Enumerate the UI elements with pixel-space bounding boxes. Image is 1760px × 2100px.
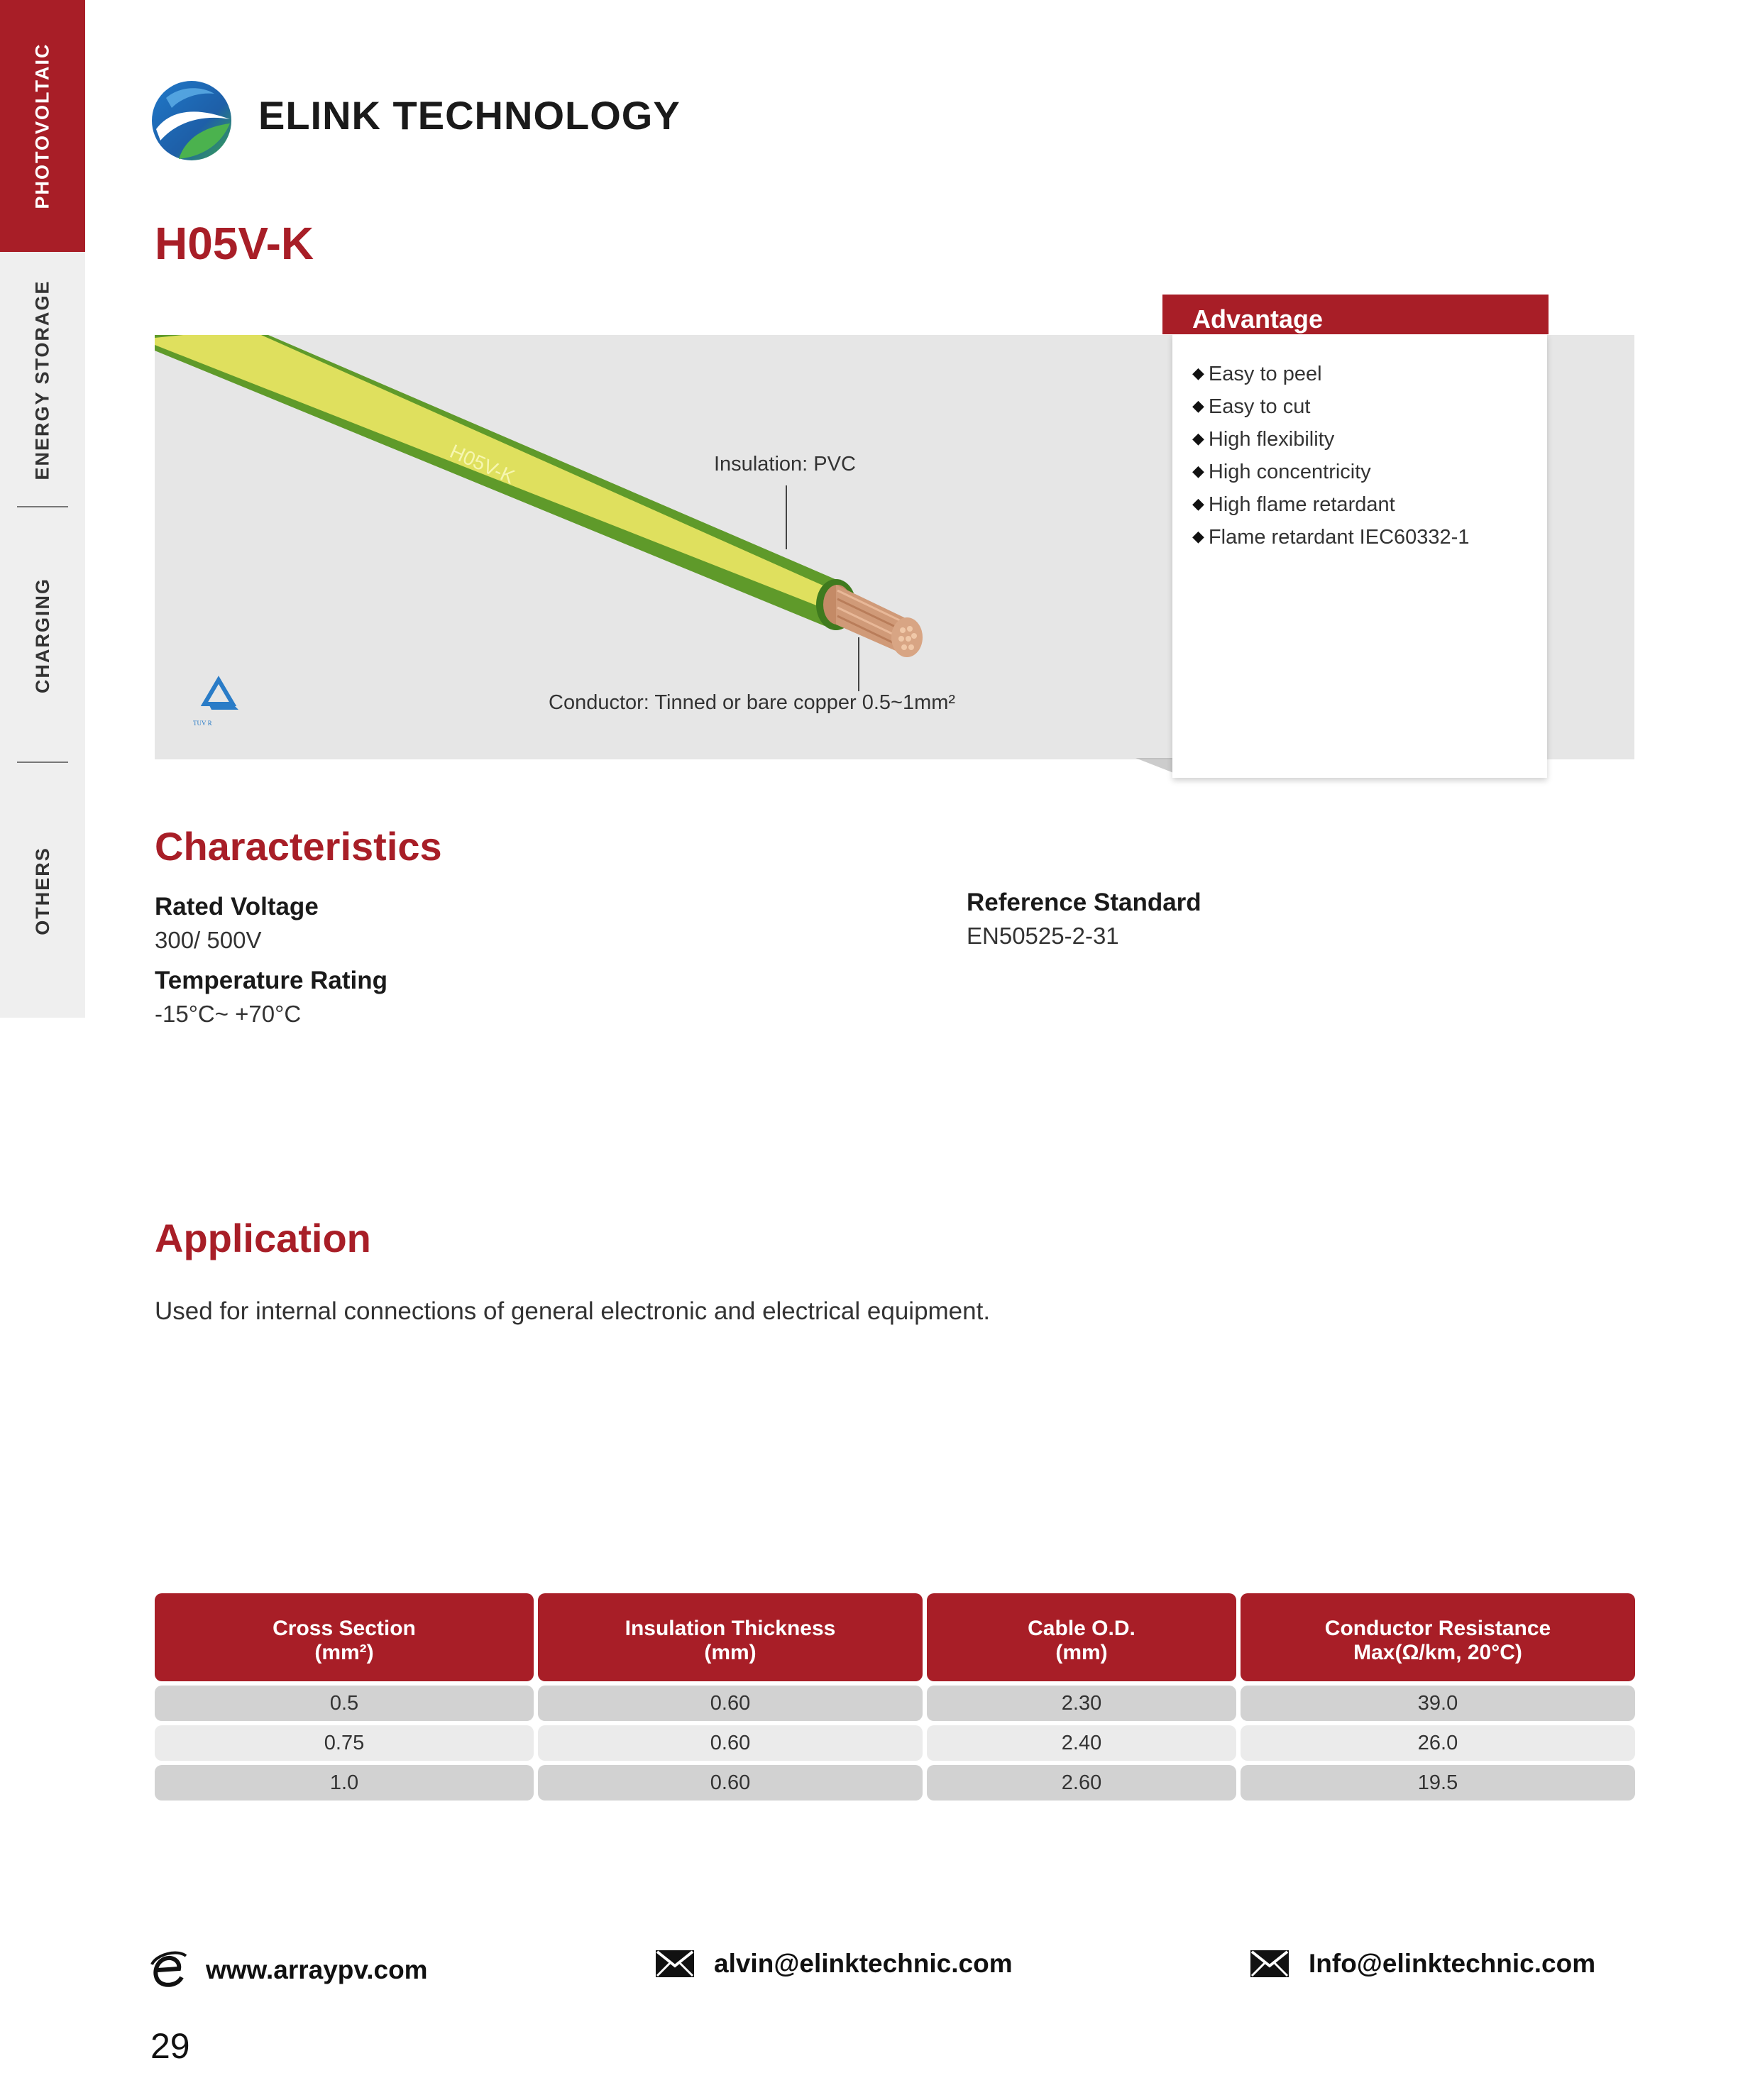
characteristics-heading: Characteristics — [155, 824, 442, 869]
tuv-certification-icon — [193, 680, 238, 727]
insulation-callout: Insulation: PVC — [714, 453, 856, 475]
sidebar-tab-label: ENERGY STORAGE — [31, 279, 53, 480]
sidebar-tab-label: PHOTOVOLTAIC — [31, 43, 53, 209]
list-item: ◆ High flame retardant — [1192, 490, 1469, 522]
reference-standard-value: EN50525-2-31 — [967, 923, 1119, 949]
table-cell: 2.30 — [927, 1686, 1236, 1721]
table-cell: 0.60 — [538, 1725, 923, 1761]
sidebar-tab-label: CHARGING — [31, 577, 53, 693]
envelope-icon — [1249, 1949, 1290, 1979]
product-title: H05V-K — [155, 218, 314, 269]
table-row — [155, 1686, 1637, 1721]
card-fold-shadow — [1135, 752, 1178, 774]
internet-e-icon — [149, 1949, 187, 1991]
table-header-cell: Cross Section (mm²) — [155, 1593, 534, 1681]
reference-standard-label: Reference Standard — [967, 889, 1201, 916]
table-header-row — [155, 1593, 1637, 1681]
rated-voltage-value: 300/ 500V — [155, 927, 262, 953]
diamond-bullet-icon: ◆ — [1192, 364, 1204, 382]
table-header-cell: Insulation Thickness (mm) — [538, 1593, 923, 1681]
table-header-cell: Conductor Resistance Max(Ω/km, 20°C) — [1241, 1593, 1635, 1681]
table-row — [155, 1725, 1637, 1761]
advantage-list — [1192, 359, 1469, 555]
sidebar-tab-charging[interactable] — [0, 518, 85, 752]
temperature-label: Temperature Rating — [155, 967, 388, 994]
envelope-icon — [654, 1949, 695, 1979]
table-cell: 0.5 — [155, 1686, 534, 1721]
table-row — [155, 1765, 1637, 1801]
table-cell: 0.60 — [538, 1686, 923, 1721]
sidebar-tab-label: OTHERS — [31, 846, 53, 935]
table-cell: 0.75 — [155, 1725, 534, 1761]
diamond-bullet-icon: ◆ — [1192, 495, 1204, 512]
table-cell: 2.40 — [927, 1725, 1236, 1761]
website-text: www.arraypv.com — [206, 1955, 428, 1984]
sidebar-tab-energy-storage[interactable] — [0, 264, 85, 495]
table-cell: 0.60 — [538, 1765, 923, 1801]
diamond-bullet-icon: ◆ — [1192, 397, 1204, 414]
table-cell: 26.0 — [1241, 1725, 1635, 1761]
sidebar-tab-photovoltaic[interactable] — [0, 0, 85, 252]
cable-print-text: H05V-K — [446, 440, 519, 488]
temperature-value: -15°C~ +70°C — [155, 1001, 302, 1027]
list-item: ◆ High concentricity — [1192, 457, 1469, 490]
table-cell: 19.5 — [1241, 1765, 1635, 1801]
email-link-alvin[interactable] — [654, 1949, 1013, 1979]
sidebar-divider — [17, 506, 68, 507]
table-header-cell: Cable O.D. (mm) — [927, 1593, 1236, 1681]
conductor-callout: Conductor: Tinned or bare copper 0.5~1mm² — [549, 691, 956, 714]
spec-table — [155, 1593, 1637, 1805]
list-item: ◆ Flame retardant IEC60332-1 — [1192, 522, 1469, 555]
table-cell: 2.60 — [927, 1765, 1236, 1801]
diamond-bullet-icon: ◆ — [1192, 527, 1204, 545]
page-number: 29 — [150, 2026, 190, 2066]
category-sidebar — [0, 0, 85, 1018]
email-text: Info@elinktechnic.com — [1309, 1949, 1596, 1978]
list-item: ◆ High flexibility — [1192, 424, 1469, 457]
brand-name: ELINK TECHNOLOGY — [258, 93, 681, 138]
list-item: ◆ Easy to cut — [1192, 392, 1469, 424]
rated-voltage-label: Rated Voltage — [155, 893, 319, 920]
application-text: Used for internal connections of general electronic and electrical equipment. — [155, 1297, 991, 1325]
email-text: alvin@elinktechnic.com — [714, 1949, 1013, 1978]
table-cell: 39.0 — [1241, 1686, 1635, 1721]
sidebar-tab-others[interactable] — [0, 774, 85, 1008]
list-item: ◆ Easy to peel — [1192, 359, 1469, 392]
diamond-bullet-icon: ◆ — [1192, 462, 1204, 480]
advantage-title: Advantage — [1162, 295, 1549, 334]
website-link[interactable] — [149, 1949, 428, 1991]
table-cell: 1.0 — [155, 1765, 534, 1801]
elink-logo-icon — [150, 79, 233, 162]
sidebar-divider — [17, 762, 68, 763]
email-link-info[interactable] — [1249, 1949, 1595, 1979]
diamond-bullet-icon: ◆ — [1192, 429, 1204, 447]
svg-text:TUV R: TUV R — [193, 720, 212, 727]
application-heading: Application — [155, 1216, 371, 1260]
